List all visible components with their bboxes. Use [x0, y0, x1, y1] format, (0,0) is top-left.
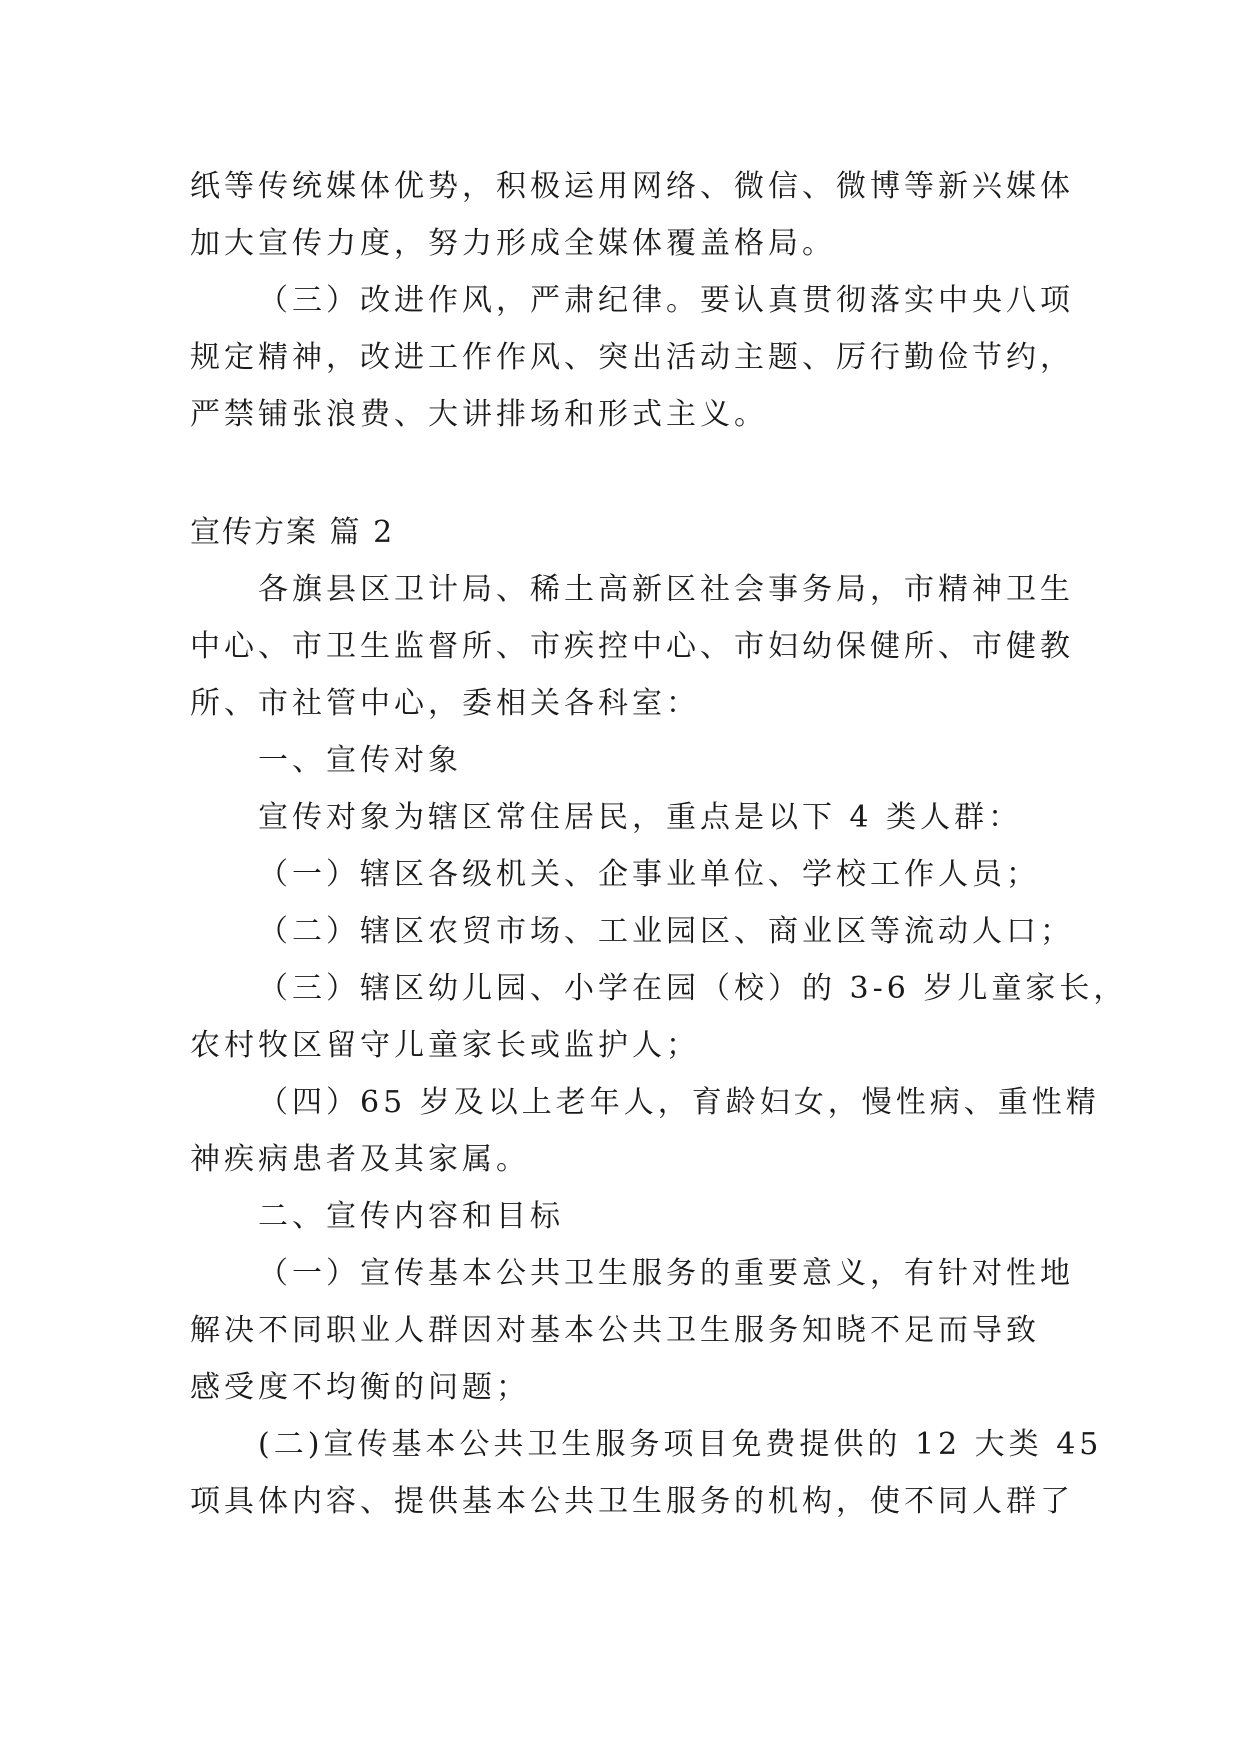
- paragraph-line: 所、市社管中心，委相关各科室：: [190, 686, 700, 721]
- paragraph-line: 各旗县区卫计局、稀土高新区社会事务局，市精神卫生: [258, 572, 1074, 607]
- paragraph-line: 中心、市卫生监督所、市疾控中心、市妇幼保健所、市健教: [190, 629, 1074, 664]
- paragraph-line: 感受度不均衡的问题；: [190, 1370, 530, 1405]
- paragraph-line: 神疾病患者及其家属。: [190, 1142, 530, 1177]
- paragraph-line: （一）宣传基本公共卫生服务的重要意义，有针对性地: [258, 1256, 1074, 1291]
- paragraph-line: 二、宣传内容和目标: [258, 1199, 564, 1234]
- paragraph-line: (二)宣传基本公共卫生服务项目免费提供的 12 大类 45: [258, 1427, 1103, 1462]
- paragraph-line: 一、宣传对象: [258, 743, 462, 778]
- section-heading: 宣传方案 篇 2: [190, 515, 395, 550]
- paragraph-line: 纸等传统媒体优势，积极运用网络、微信、微博等新兴媒体: [190, 169, 1074, 204]
- paragraph-line: （四）65 岁及以上老年人，育龄妇女，慢性病、重性精: [258, 1085, 1100, 1120]
- paragraph-line: 宣传对象为辖区常住居民，重点是以下 4 类人群：: [258, 800, 1023, 835]
- paragraph-line: （一）辖区各级机关、企事业单位、学校工作人员；: [258, 857, 1040, 892]
- paragraph-line: （二）辖区农贸市场、工业园区、商业区等流动人口；: [258, 914, 1074, 949]
- paragraph-line: 规定精神，改进工作作风、突出活动主题、厉行勤俭节约，: [190, 340, 1074, 375]
- paragraph-line: （三）辖区幼儿园、小学在园（校）的 3-6 岁儿童家长，: [258, 971, 1128, 1006]
- paragraph-line: 严禁铺张浪费、大讲排场和形式主义。: [190, 397, 768, 432]
- paragraph-line: （三）改进作风，严肃纪律。要认真贯彻落实中央八项: [258, 283, 1074, 318]
- paragraph-line: 农村牧区留守儿童家长或监护人；: [190, 1028, 700, 1063]
- paragraph-line: 项具体内容、提供基本公共卫生服务的机构，使不同人群了: [190, 1484, 1074, 1519]
- paragraph-line: 加大宣传力度，努力形成全媒体覆盖格局。: [190, 226, 836, 261]
- paragraph-line: 解决不同职业人群因对基本公共卫生服务知晓不足而导致: [190, 1313, 1040, 1348]
